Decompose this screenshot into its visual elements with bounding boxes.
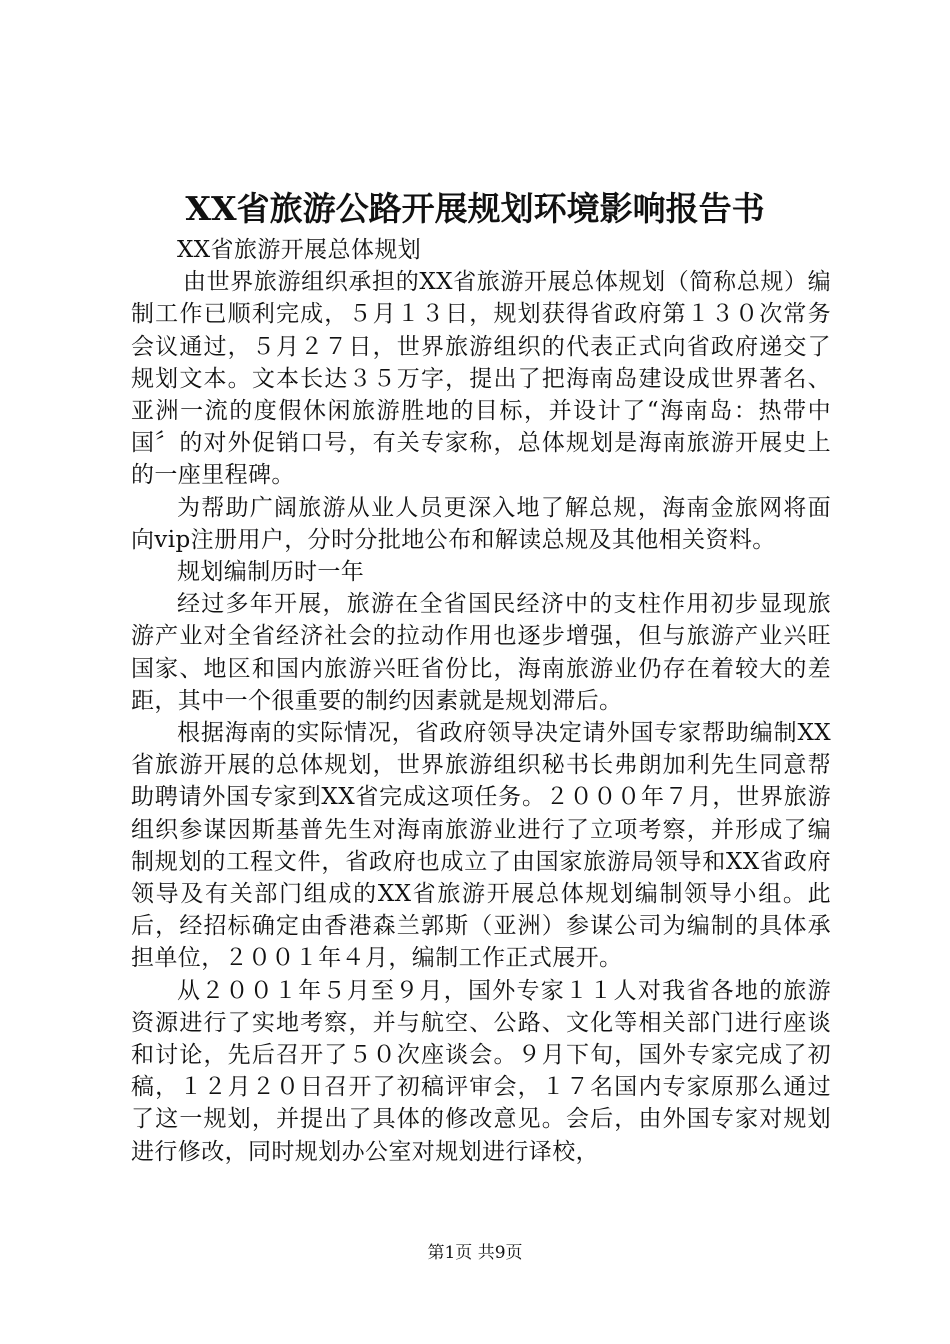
document-body bbox=[131, 234, 831, 1168]
document-title: XX省旅游公路开展规划环境影响报告书 bbox=[185, 189, 765, 228]
paragraph: 根据海南的实际情况，省政府领导决定请外国专家帮助编制XX省旅游开展的总体规划，世界旅游组织秘书长弗朗加利先生同意帮助聘请外国专家到XX省完成这项任务。２０００年７月，世界旅游组织参谋因斯基普先生对海南旅游业进行了立项考察，并形成了编制规划的工程文件，省政府也成立了由国家旅游局领导和XX省政府领导及有关部门组成的XX省旅游开展总体规划编制领导小组。此后，经招标确定由香港森兰郭斯（亚洲）参谋公司为编制的具体承担单位，２００１年４月，编制工作正式展开。 bbox=[131, 720, 831, 972]
paragraph: 为帮助广阔旅游从业人员更深入地了解总规，海南金旅网将面向vip注册用户，分时分批地公布和解读总规及其他相关资料。 bbox=[131, 494, 831, 553]
paragraph-section-heading: 规划编制历时一年 bbox=[177, 559, 365, 586]
paragraph: 由世界旅游组织承担的XX省旅游开展总体规划（简称总规）编制工作已顺利完成，５月１３日，规划获得省政府第１３０次常务会议通过，５月２７日，世界旅游组织的代表正式向省政府递交了规划文本。文本长达３５万字，提出了把海南岛建设成世界著名、亚洲一流的度假休闲旅游胜地的目标，并设计了“海南岛：热带中国〞的对外促销口号，有关专家称，总体规划是海南旅游开展史上的一座里程碑。 bbox=[131, 269, 831, 489]
paragraph: 经过多年开展，旅游在全省国民经济中的支柱作用初步显现旅游产业对全省经济社会的拉动作用也逐步增强，但与旅游产业兴旺国家、地区和国内旅游兴旺省份比，海南旅游业仍存在着较大的差距，其中一个很重要的制约因素就是规划滞后。 bbox=[131, 591, 831, 714]
page-footer: 第1页 共9页 bbox=[427, 1243, 523, 1263]
paragraph-subtitle: XX省旅游开展总体规划 bbox=[177, 237, 422, 263]
paragraph: 从２００１年５月至９月，国外专家１１人对我省各地的旅游资源进行了实地考察，并与航空、公路、文化等相关部门进行座谈和讨论，先后召开了５０次座谈会。９月下旬，国外专家完成了初稿，１２月２０日召开了初稿评审会，１７名国内专家原那么通过了这一规划，并提出了具体的修改意见。会后，由外国专家对规划进行修改，同时规划办公室对规划进行译校， bbox=[131, 977, 831, 1165]
